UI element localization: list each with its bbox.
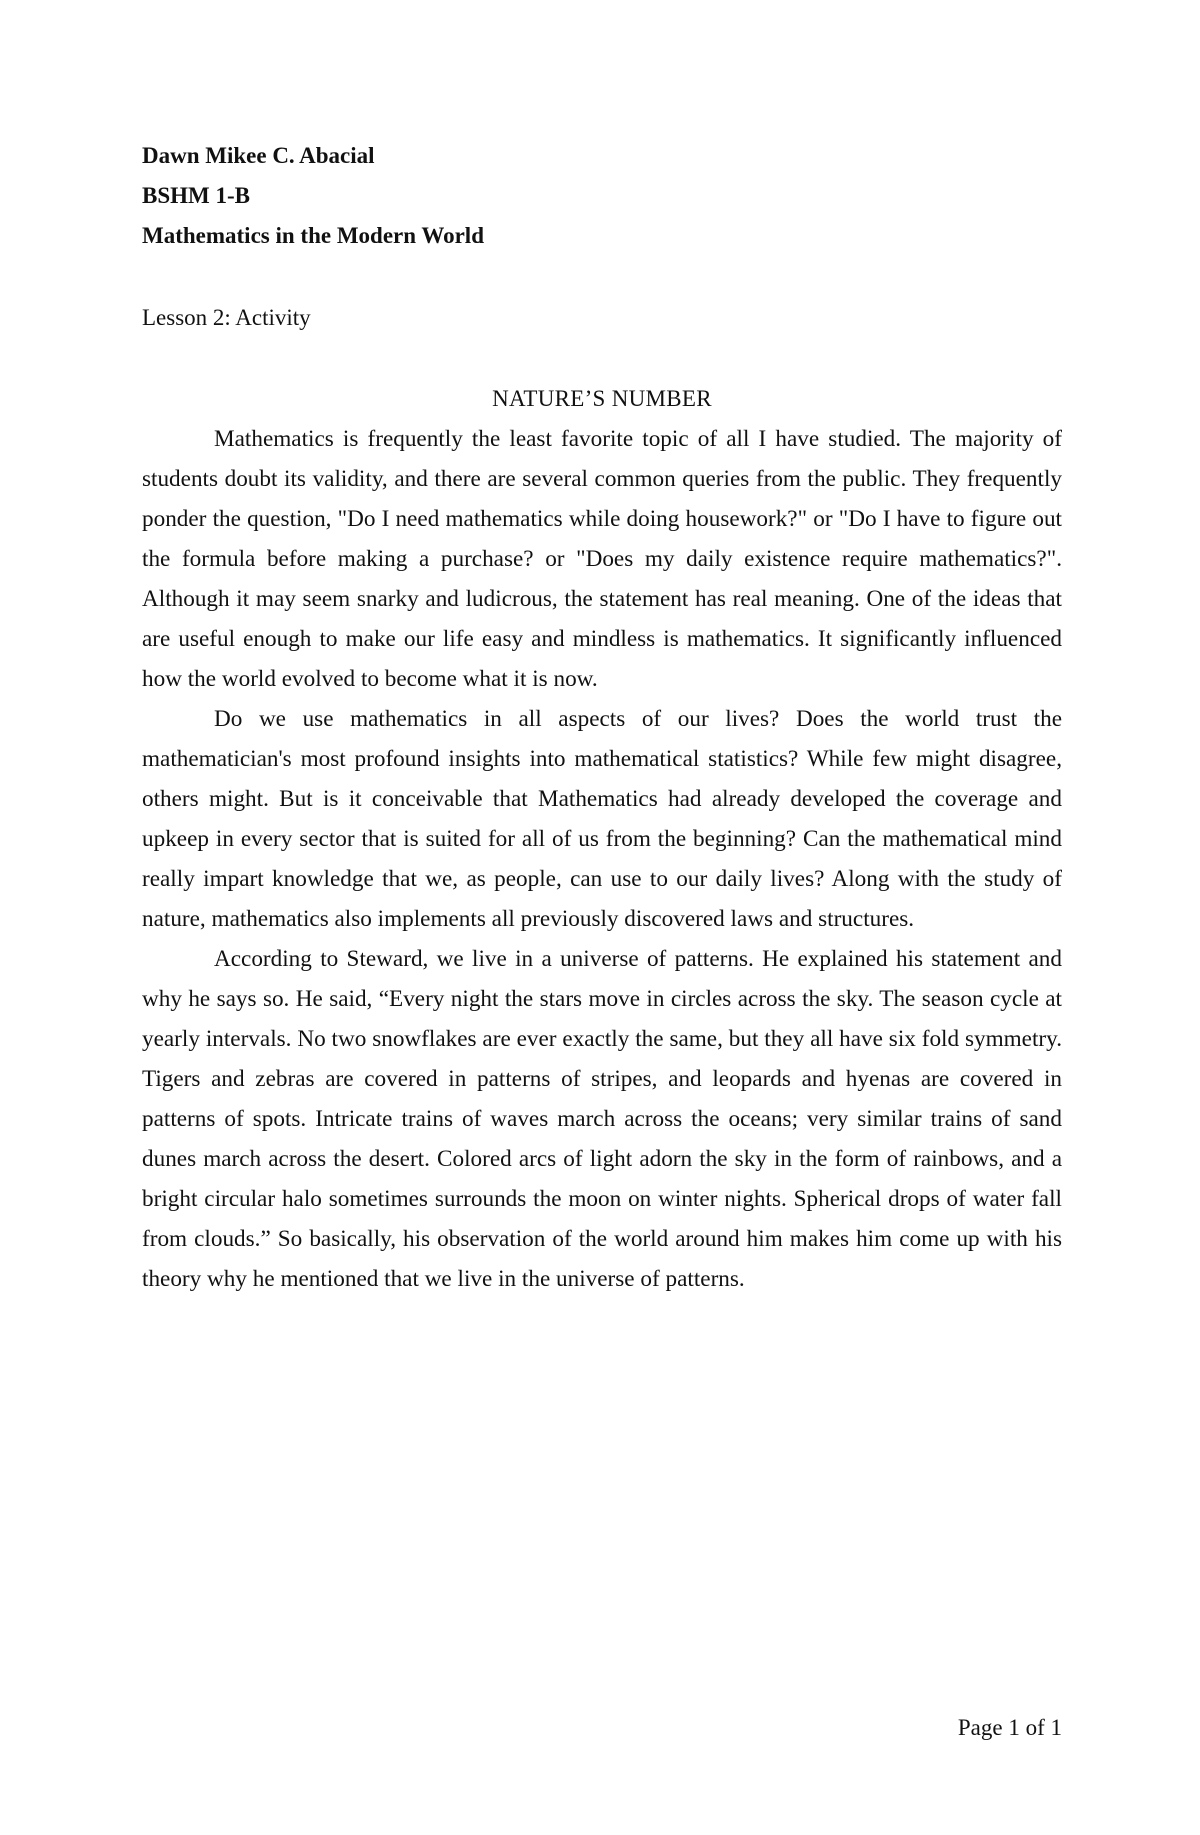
section-label: BSHM 1-B xyxy=(142,183,250,208)
paragraph-2: Do we use mathematics in all aspects of our lives? Does the world trust the mathematician's most profound insights into mathematical statistics? While few might disagree, others might. But is it conceivable that Mathematics had already developed the coverage and upkeep in every sector that is suited for all of us from the beginning? Can the mathematical mind really impart knowledge that we, as people, can use to our daily lives? Along with the study of nature, mathematics also implements all previously discovered laws and structures. xyxy=(142,706,1062,932)
essay-body xyxy=(142,419,1062,1299)
paragraph-1: Mathematics is frequently the least favorite topic of all I have studied. The majority of students doubt its validity, and there are several common queries from the public. They frequently ponder the question, "Do I need mathematics while doing housework?" or "Do I have to figure out the formula before making a purchase? or "Does my daily existence require mathematics?". Although it may seem snarky and ludicrous, the statement has real meaning. One of the ideas that are useful enough to make our life easy and mindless is mathematics. It significantly influenced how the world evolved to become what it is now. xyxy=(142,426,1062,692)
author-name: Dawn Mikee C. Abacial xyxy=(142,143,375,168)
page-number: Page 1 of 1 xyxy=(957,1715,1062,1740)
essay-title: NATURE’S NUMBER xyxy=(492,386,712,411)
course-title: Mathematics in the Modern World xyxy=(142,223,484,248)
lesson-label: Lesson 2: Activity xyxy=(142,305,311,330)
paragraph-3: According to Steward, we live in a universe of patterns. He explained his statement and why he says so. He said, “Every night the stars move in circles across the sky. The season cycle at yearly intervals. No two snowflakes are ever exactly the same, but they all have six fold symmetry. Tigers and zebras are covered in patterns of stripes, and leopards and hyenas are covered in patterns of spots. Intricate trains of waves march across the oceans; very similar trains of sand dunes march across the desert. Colored arcs of light adorn the sky in the form of rainbows, and a bright circular halo sometimes surrounds the moon on winter nights. Spherical drops of water fall from clouds.” So basically, his observation of the world around him makes him come up with his theory why he mentioned that we live in the universe of patterns. xyxy=(142,946,1062,1292)
document-header xyxy=(142,136,1062,256)
